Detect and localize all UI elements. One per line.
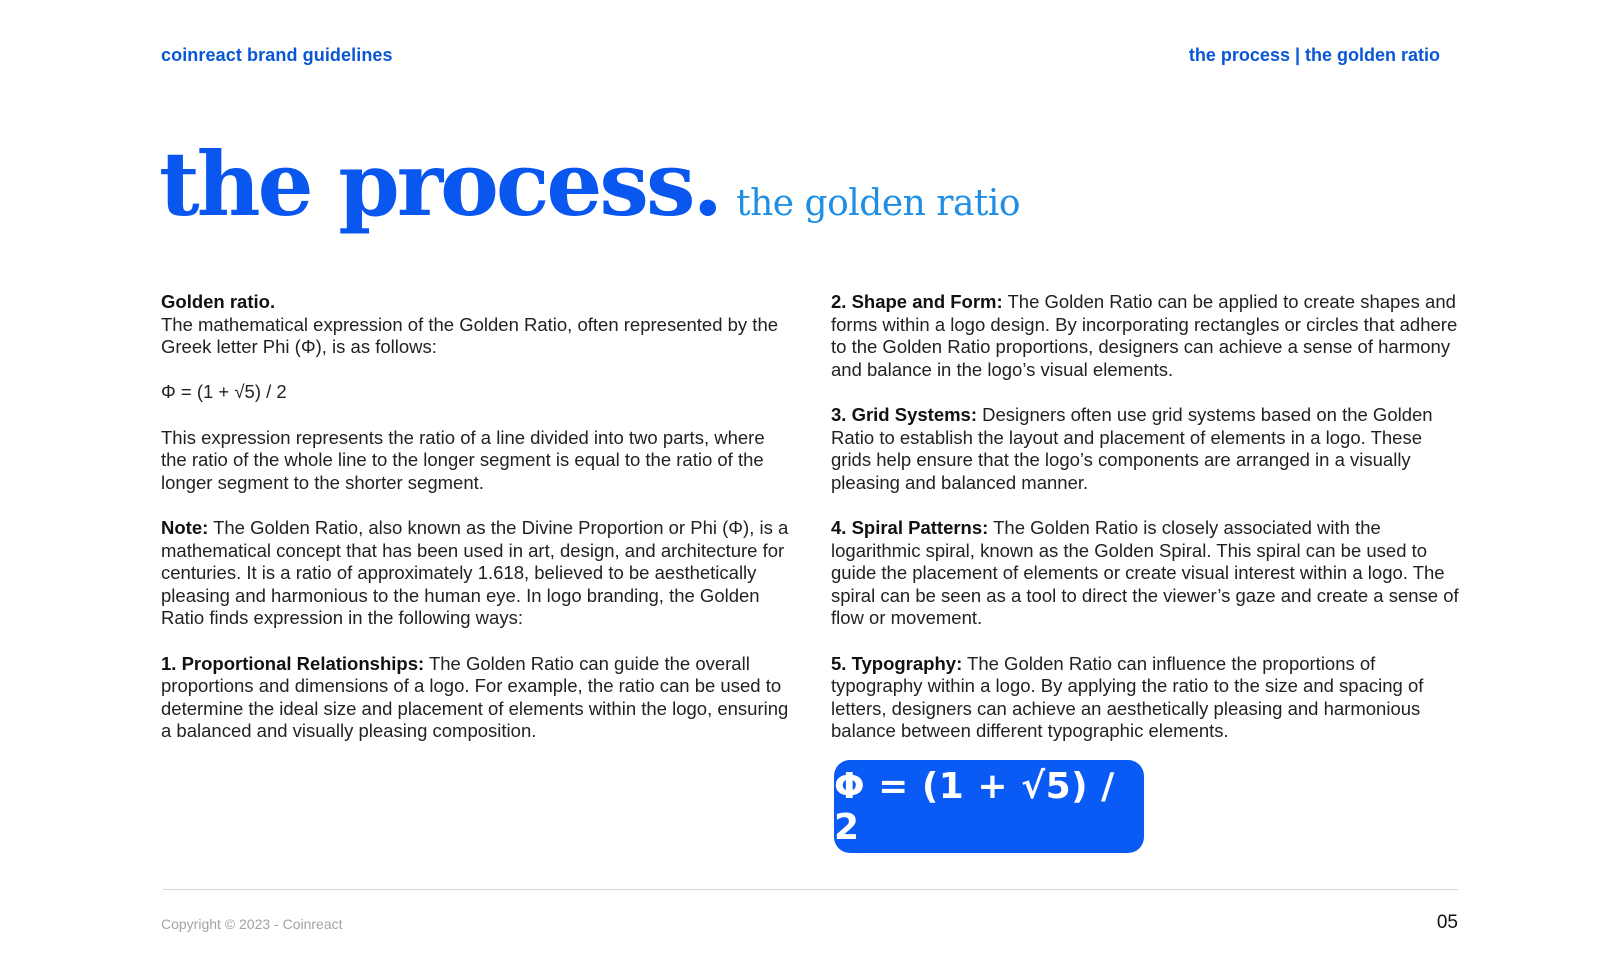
item4-text: The Golden Ratio is closely associated with the logarithmic spiral, known as the Golden Spiral. This spiral can be used to guide the placement of elements or create visual interest within a logo. The spiral can be seen as a tool to direct the viewer’s gaze and create a sense of flow or movement. xyxy=(831,516,1459,629)
golden-ratio-heading: Golden ratio. xyxy=(161,291,276,312)
note-text: The Golden Ratio, also known as the Divine Proportion or Phi (Φ), is a mathematical concept that has been used in art, design, and architecture for centuries. It is a ratio of approximately 1.618, believed to be aesthetically pleasing and harmonious to the human eye. In logo branding, the Golden Ratio finds expression in the following ways: xyxy=(161,516,789,629)
item3-text: Designers often use grid systems based on the Golden Ratio to establish the layout and placement of elements in a logo. These grids help ensure that the logo’s components are arranged in a visually pleasing and balanced manner. xyxy=(831,403,1433,493)
item-spiral-patterns xyxy=(831,517,1461,630)
note-label: Note: xyxy=(161,516,209,538)
formula-box-text: Φ = (1 + √5) / 2 xyxy=(834,765,1115,848)
page-number: 05 xyxy=(1436,912,1458,933)
item5-label: 5. Typography: xyxy=(831,652,963,674)
page-title: the process. xyxy=(159,132,721,236)
item5-text: The Golden Ratio can influence the proportions of typography within a logo. By applying the ratio to the size and spacing of letters, designers can achieve an aesthetically pleasing and harmonious balance between different typographic elements. xyxy=(831,652,1424,742)
item-typography xyxy=(831,653,1461,743)
page-title-row xyxy=(159,132,1021,236)
item2-text: The Golden Ratio can be applied to create shapes and forms within a logo design. By incorporating rectangles or circles that adhere to the Golden Ratio proportions, designers can achieve a sense of harmony and balance in the logo’s visual elements. xyxy=(831,291,1458,380)
right-text-column xyxy=(831,291,1461,765)
item4-label: 4. Spiral Patterns: xyxy=(831,516,989,538)
item3-label: 3. Grid Systems: xyxy=(831,403,978,425)
item-grid-systems xyxy=(831,404,1461,494)
header-section-breadcrumb: the process | the golden ratio xyxy=(1188,45,1440,65)
item2-label: 2. Shape and Form: xyxy=(831,291,1003,312)
note-paragraph xyxy=(161,517,791,630)
formula-text: Φ = (1 + √5) / 2 xyxy=(161,381,287,403)
golden-ratio-formula-box xyxy=(834,760,1144,853)
header-brand-title: coinreact brand guidelines xyxy=(161,45,393,65)
footer-divider xyxy=(163,889,1458,890)
copyright-text: Copyright © 2023 - Coinreact xyxy=(161,916,343,932)
item-proportional-relationships xyxy=(161,653,791,743)
explanation-paragraph: This expression represents the ratio of a line divided into two parts, where the ratio of the whole line to the longer segment is equal to the ratio of the longer segment to the shorter segment. xyxy=(161,426,765,493)
intro-paragraph: The mathematical expression of the Golden Ratio, often represented by the Greek letter Phi (Φ), is as follows: xyxy=(161,313,779,358)
item-shape-and-form xyxy=(831,291,1461,381)
left-text-column xyxy=(161,291,791,765)
page-subtitle: the golden ratio xyxy=(736,183,1021,224)
item1-label: 1. Proportional Relationships: xyxy=(161,652,425,674)
item1-text: The Golden Ratio can guide the overall proportions and dimensions of a logo. For example, the ratio can be used to determine the ideal size and placement of elements within the logo, ensuring a balanced and visually pleasing composition. xyxy=(161,652,789,742)
